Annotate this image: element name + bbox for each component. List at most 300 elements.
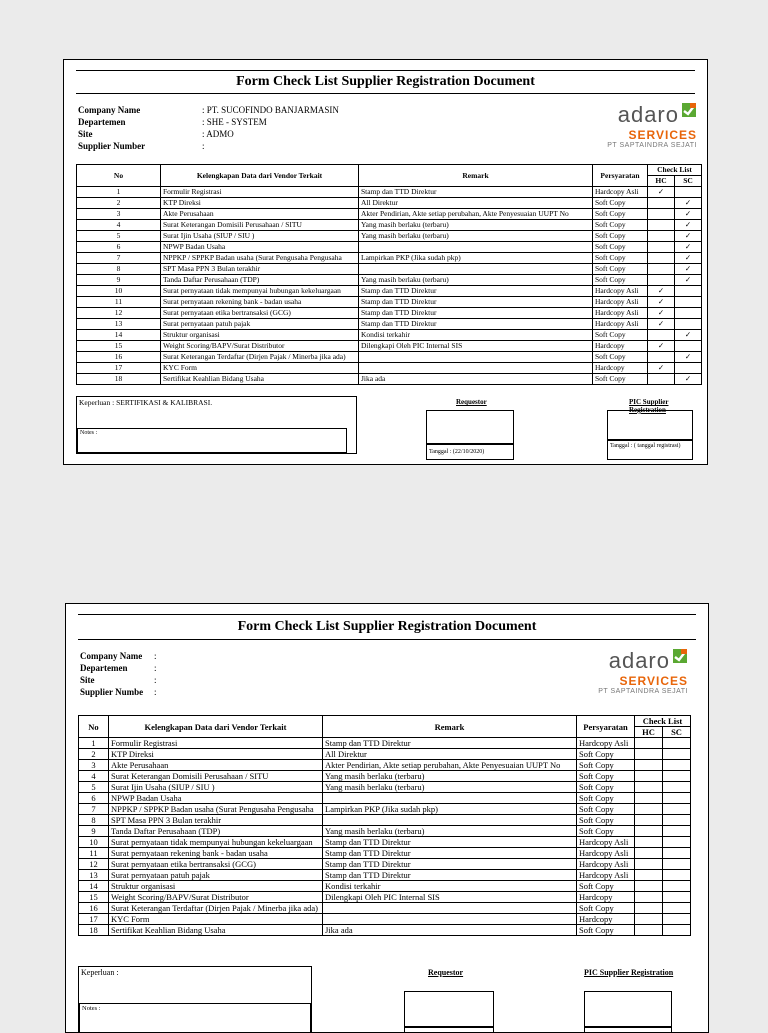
row-item: KYC Form: [161, 363, 359, 374]
row-number: 4: [79, 771, 109, 782]
col-no: No: [77, 165, 161, 187]
row-requirement: Hardcopy Asli: [593, 286, 648, 297]
table-row: [77, 220, 702, 231]
row-number: 10: [77, 286, 161, 297]
row-hc-check[interactable]: [648, 231, 675, 242]
supplier-number-label: Supplier Numbe: [80, 687, 144, 697]
row-requirement: Hardcopy: [593, 363, 648, 374]
row-item: Surat pernyataan patuh pajak: [109, 870, 323, 881]
row-number: 3: [79, 760, 109, 771]
table-row: [79, 914, 691, 925]
row-remark: All Direktur: [359, 198, 593, 209]
row-item: NPPKP / SPPKP Badan usaha (Surat Pengusaha Pengusaha: [109, 804, 323, 815]
company-name-value: :: [154, 651, 157, 661]
pic-date-box: [584, 1027, 672, 1033]
col-sc: SC: [675, 176, 702, 187]
row-requirement: Soft Copy: [577, 782, 635, 793]
row-number: 5: [79, 782, 109, 793]
requestor-date-box: [404, 1027, 494, 1033]
row-sc-check[interactable]: ✓: [675, 330, 702, 341]
row-number: 9: [77, 275, 161, 286]
row-number: 3: [77, 209, 161, 220]
row-item: Surat pernyataan patuh pajak: [161, 319, 359, 330]
row-remark: [323, 815, 577, 826]
row-requirement: Hardcopy Asli: [577, 848, 635, 859]
row-item: Sertifikat Keahlian Bidang Usaha: [161, 374, 359, 385]
row-hc-check[interactable]: [635, 771, 663, 782]
col-no: No: [79, 716, 109, 738]
row-number: 17: [79, 914, 109, 925]
row-requirement: Hardcopy: [577, 892, 635, 903]
site-label: Site: [78, 129, 93, 139]
table-row: [79, 738, 691, 749]
table-row: [79, 892, 691, 903]
table-row: [79, 870, 691, 881]
row-sc-check[interactable]: ✓: [675, 231, 702, 242]
row-remark: Kondisi terkahir: [323, 881, 577, 892]
row-sc-check[interactable]: [663, 848, 691, 859]
row-remark: [359, 264, 593, 275]
row-requirement: Soft Copy: [577, 793, 635, 804]
col-kelengkapan: Kelengkapan Data dari Vendor Terkait: [161, 165, 359, 187]
row-number: 8: [77, 264, 161, 275]
department-value: : SHE - SYSTEM: [202, 117, 267, 127]
row-remark: Akter Pendirian, Akte setiap perubahan, Akte Penyesuaian UUPT No: [323, 760, 577, 771]
row-hc-check[interactable]: ✓: [648, 187, 675, 198]
row-sc-check[interactable]: ✓: [675, 242, 702, 253]
keperluan-box: [76, 396, 357, 454]
site-value: : ADMO: [202, 129, 234, 139]
row-sc-check[interactable]: [675, 297, 702, 308]
row-requirement: Soft Copy: [577, 771, 635, 782]
row-remark: Dilengkapi Oleh PIC Internal SIS: [359, 341, 593, 352]
adaro-logo: [598, 648, 688, 695]
row-number: 7: [79, 804, 109, 815]
row-sc-check[interactable]: [663, 859, 691, 870]
row-item: Surat Keterangan Terdaftar (Dirjen Pajak / Minerba jika ada): [161, 352, 359, 363]
row-hc-check[interactable]: [648, 220, 675, 231]
pic-label: PIC Supplier Registration: [629, 398, 669, 414]
row-number: 13: [77, 319, 161, 330]
row-remark: [359, 363, 593, 374]
logo-wordmark: adaro: [617, 102, 679, 127]
notes-box[interactable]: [77, 428, 347, 453]
row-remark: Stamp dan TTD Direktur: [359, 286, 593, 297]
row-hc-check[interactable]: [635, 804, 663, 815]
table-row: [77, 352, 702, 363]
row-number: 14: [79, 881, 109, 892]
row-requirement: Soft Copy: [577, 881, 635, 892]
row-hc-check[interactable]: [648, 253, 675, 264]
row-sc-check[interactable]: [663, 771, 691, 782]
supplier-number-label: Supplier Number: [78, 141, 146, 151]
table-row: [79, 837, 691, 848]
table-row: [79, 782, 691, 793]
row-hc-check[interactable]: [648, 330, 675, 341]
table-row: [79, 903, 691, 914]
row-item: Surat Keterangan Terdaftar (Dirjen Pajak / Minerba jika ada): [109, 903, 323, 914]
row-number: 15: [77, 341, 161, 352]
row-sc-check[interactable]: ✓: [675, 275, 702, 286]
row-remark: Jika ada: [359, 374, 593, 385]
pic-label: PIC Supplier Registration: [584, 968, 674, 977]
row-sc-check[interactable]: ✓: [675, 198, 702, 209]
row-hc-check[interactable]: [648, 242, 675, 253]
keperluan-box: [78, 966, 312, 1033]
row-number: 11: [79, 848, 109, 859]
row-sc-check[interactable]: [663, 738, 691, 749]
department-label: Departemen: [80, 663, 128, 673]
requestor-label: Requestor: [456, 398, 487, 406]
row-item: Surat pernyataan etika bertransaksi (GCG): [161, 308, 359, 319]
row-remark: [323, 903, 577, 914]
row-hc-check[interactable]: [635, 881, 663, 892]
row-item: Struktur organisasi: [161, 330, 359, 341]
logo-mark-icon: [672, 648, 688, 664]
row-requirement: Soft Copy: [593, 374, 648, 385]
row-remark: Yang masih berlaku (terbaru): [359, 231, 593, 242]
row-number: 1: [79, 738, 109, 749]
supplier-number-value: :: [202, 141, 205, 151]
checklist-table: [78, 715, 691, 936]
table-row: [79, 925, 691, 936]
notes-label: Notes :: [82, 1005, 101, 1012]
row-remark: Jika ada: [323, 925, 577, 936]
row-sc-check[interactable]: ✓: [675, 374, 702, 385]
keperluan-text: Keperluan :: [81, 968, 119, 977]
site-label: Site: [80, 675, 95, 685]
row-item: KTP Direksi: [109, 749, 323, 760]
row-requirement: Soft Copy: [577, 760, 635, 771]
row-sc-check[interactable]: [663, 749, 691, 760]
row-remark: Lampirkan PKP (Jika sudah pkp): [359, 253, 593, 264]
row-requirement: Hardcopy Asli: [577, 859, 635, 870]
requestor-signature-box[interactable]: [404, 991, 494, 1027]
row-item: Tanda Daftar Perusahaan (TDP): [109, 826, 323, 837]
row-hc-check[interactable]: ✓: [648, 286, 675, 297]
row-number: 6: [79, 793, 109, 804]
row-hc-check[interactable]: [648, 198, 675, 209]
row-hc-check[interactable]: [635, 793, 663, 804]
row-sc-check[interactable]: [663, 793, 691, 804]
row-sc-check[interactable]: ✓: [675, 209, 702, 220]
row-item: NPWP Badan Usaha: [161, 242, 359, 253]
row-hc-check[interactable]: [635, 815, 663, 826]
row-number: 6: [77, 242, 161, 253]
col-checklist: Check List: [648, 165, 702, 176]
table-row: [79, 793, 691, 804]
checklist-form-filled: [63, 59, 708, 465]
row-sc-check[interactable]: [663, 837, 691, 848]
row-sc-check[interactable]: [675, 363, 702, 374]
row-number: 7: [77, 253, 161, 264]
row-item: Surat Keterangan Domisili Perusahaan / SITU: [109, 771, 323, 782]
row-item: Akte Perusahaan: [109, 760, 323, 771]
col-persyaratan: Persyaratan: [593, 165, 648, 187]
row-number: 18: [79, 925, 109, 936]
row-hc-check[interactable]: [635, 848, 663, 859]
row-hc-check[interactable]: [635, 738, 663, 749]
table-row: [77, 275, 702, 286]
row-item: Surat Ijin Usaha (SIUP / SIU ): [161, 231, 359, 242]
row-requirement: Soft Copy: [593, 275, 648, 286]
table-row: [79, 804, 691, 815]
row-sc-check[interactable]: [663, 760, 691, 771]
row-requirement: Soft Copy: [593, 253, 648, 264]
table-row: [77, 253, 702, 264]
row-sc-check[interactable]: [675, 319, 702, 330]
table-row: [79, 760, 691, 771]
row-number: 4: [77, 220, 161, 231]
row-sc-check[interactable]: [663, 870, 691, 881]
row-sc-check[interactable]: ✓: [675, 220, 702, 231]
row-sc-check[interactable]: ✓: [675, 264, 702, 275]
row-number: 14: [77, 330, 161, 341]
table-row: [77, 209, 702, 220]
pic-date: Tanggal : ( tanggal registrasi): [607, 440, 693, 460]
row-hc-check[interactable]: ✓: [648, 297, 675, 308]
row-requirement: Soft Copy: [577, 925, 635, 936]
row-item: KTP Direksi: [161, 198, 359, 209]
row-hc-check[interactable]: [635, 837, 663, 848]
row-remark: Yang masih berlaku (terbaru): [323, 826, 577, 837]
row-item: Tanda Daftar Perusahaan (TDP): [161, 275, 359, 286]
logo-services: SERVICES: [619, 674, 688, 688]
table-row: [77, 242, 702, 253]
row-remark: [323, 793, 577, 804]
table-row: [77, 231, 702, 242]
row-item: SPT Masa PPN 3 Bulan terakhir: [109, 815, 323, 826]
col-persyaratan: Persyaratan: [577, 716, 635, 738]
row-number: 11: [77, 297, 161, 308]
row-hc-check[interactable]: [648, 275, 675, 286]
row-hc-check[interactable]: ✓: [648, 319, 675, 330]
row-hc-check[interactable]: [635, 760, 663, 771]
row-number: 17: [77, 363, 161, 374]
notes-box[interactable]: [79, 1003, 311, 1033]
row-item: Surat pernyataan rekening bank - badan usaha: [161, 297, 359, 308]
department-label: Departemen: [78, 117, 126, 127]
table-row: [79, 881, 691, 892]
row-requirement: Hardcopy Asli: [593, 187, 648, 198]
row-remark: Stamp dan TTD Direktur: [359, 308, 593, 319]
table-row: [79, 859, 691, 870]
logo-mark-icon: [681, 102, 697, 118]
row-requirement: Hardcopy Asli: [577, 870, 635, 881]
row-remark: Dilengkapi Oleh PIC Internal SIS: [323, 892, 577, 903]
col-hc: HC: [635, 727, 663, 738]
table-row: [77, 330, 702, 341]
row-number: 2: [79, 749, 109, 760]
checklist-table: [76, 164, 702, 385]
row-requirement: Soft Copy: [577, 804, 635, 815]
row-requirement: Hardcopy Asli: [593, 308, 648, 319]
row-item: Formulir Registrasi: [109, 738, 323, 749]
row-remark: [359, 242, 593, 253]
row-hc-check[interactable]: [635, 859, 663, 870]
company-name-label: Company Name: [80, 651, 143, 661]
company-name-label: Company Name: [78, 105, 141, 115]
row-remark: Stamp dan TTD Direktur: [359, 297, 593, 308]
table-row: [77, 341, 702, 352]
row-item: Surat pernyataan tidak mempunyai hubungan kekeluargaan: [109, 837, 323, 848]
row-remark: Stamp dan TTD Direktur: [323, 837, 577, 848]
row-number: 13: [79, 870, 109, 881]
row-item: Weight Scoring/BAPV/Surat Distributor: [161, 341, 359, 352]
row-remark: Lampirkan PKP (Jika sudah pkp): [323, 804, 577, 815]
row-item: NPWP Badan Usaha: [109, 793, 323, 804]
row-remark: Stamp dan TTD Direktur: [359, 319, 593, 330]
table-row: [77, 286, 702, 297]
table-row: [79, 749, 691, 760]
row-remark: Stamp dan TTD Direktur: [359, 187, 593, 198]
row-number: 1: [77, 187, 161, 198]
notes-label: Notes :: [80, 430, 98, 436]
row-requirement: Soft Copy: [593, 242, 648, 253]
row-number: 9: [79, 826, 109, 837]
row-requirement: Soft Copy: [577, 815, 635, 826]
row-item: Surat Keterangan Domisili Perusahaan / SITU: [161, 220, 359, 231]
row-requirement: Soft Copy: [593, 352, 648, 363]
supplier-number-value: :: [154, 687, 157, 697]
row-hc-check[interactable]: [648, 374, 675, 385]
row-sc-check[interactable]: [663, 903, 691, 914]
row-requirement: Hardcopy: [593, 341, 648, 352]
row-number: 18: [77, 374, 161, 385]
row-number: 12: [77, 308, 161, 319]
row-requirement: Soft Copy: [593, 209, 648, 220]
col-kelengkapan: Kelengkapan Data dari Vendor Terkait: [109, 716, 323, 738]
row-item: Weight Scoring/BAPV/Surat Distributor: [109, 892, 323, 903]
row-sc-check[interactable]: [663, 925, 691, 936]
department-value: :: [154, 663, 157, 673]
row-remark: [359, 352, 593, 363]
row-number: 10: [79, 837, 109, 848]
logo-services: SERVICES: [628, 128, 697, 142]
row-sc-check[interactable]: ✓: [675, 352, 702, 363]
row-sc-check[interactable]: [675, 308, 702, 319]
row-item: SPT Masa PPN 3 Bulan terakhir: [161, 264, 359, 275]
row-number: 12: [79, 859, 109, 870]
row-remark: Yang masih berlaku (terbaru): [323, 782, 577, 793]
row-requirement: Soft Copy: [577, 903, 635, 914]
row-requirement: Soft Copy: [577, 749, 635, 760]
row-item: NPPKP / SPPKP Badan usaha (Surat Pengusaha Pengusaha: [161, 253, 359, 264]
row-item: Surat pernyataan etika bertransaksi (GCG): [109, 859, 323, 870]
logo-wordmark: adaro: [608, 648, 670, 673]
row-remark: [323, 914, 577, 925]
row-hc-check[interactable]: ✓: [648, 363, 675, 374]
row-sc-check[interactable]: [663, 804, 691, 815]
row-requirement: Hardcopy Asli: [577, 738, 635, 749]
pic-signature-box[interactable]: [607, 410, 693, 440]
row-hc-check[interactable]: [635, 892, 663, 903]
row-item: Akte Perusahaan: [161, 209, 359, 220]
row-remark: Yang masih berlaku (terbaru): [323, 771, 577, 782]
col-remark: Remark: [359, 165, 593, 187]
row-number: 8: [79, 815, 109, 826]
requestor-date: Tanggal : (22/10/2020): [426, 444, 514, 460]
keperluan-text: Keperluan : SERTIFIKASI & KALIBRASI.: [79, 398, 213, 407]
pic-signature-box[interactable]: [584, 991, 672, 1027]
table-row: [77, 198, 702, 209]
checklist-form-blank: [65, 603, 709, 1033]
row-sc-check[interactable]: [675, 286, 702, 297]
row-number: 16: [79, 903, 109, 914]
form-title: Form Check List Supplier Registration Document: [78, 614, 696, 640]
row-hc-check[interactable]: [635, 925, 663, 936]
row-hc-check[interactable]: [648, 209, 675, 220]
form-title: Form Check List Supplier Registration Document: [76, 70, 695, 94]
row-requirement: Soft Copy: [577, 826, 635, 837]
row-hc-check[interactable]: [635, 826, 663, 837]
row-requirement: Soft Copy: [593, 264, 648, 275]
row-hc-check[interactable]: ✓: [648, 341, 675, 352]
row-item: Surat pernyataan rekening bank - badan usaha: [109, 848, 323, 859]
row-hc-check[interactable]: [635, 903, 663, 914]
row-sc-check[interactable]: [663, 914, 691, 925]
row-sc-check[interactable]: [663, 881, 691, 892]
col-sc: SC: [663, 727, 691, 738]
row-sc-check[interactable]: [663, 815, 691, 826]
row-hc-check[interactable]: [635, 749, 663, 760]
row-remark: Stamp dan TTD Direktur: [323, 738, 577, 749]
row-remark: All Direktur: [323, 749, 577, 760]
row-remark: Yang masih berlaku (terbaru): [359, 220, 593, 231]
site-value: :: [154, 675, 157, 685]
row-sc-check[interactable]: [675, 341, 702, 352]
row-number: 15: [79, 892, 109, 903]
table-row: [77, 374, 702, 385]
row-item: Surat Ijin Usaha (SIUP / SIU ): [109, 782, 323, 793]
row-item: KYC Form: [109, 914, 323, 925]
col-checklist: Check List: [635, 716, 691, 727]
table-row: [77, 308, 702, 319]
row-sc-check[interactable]: [663, 826, 691, 837]
row-requirement: Hardcopy Asli: [593, 319, 648, 330]
row-number: 2: [77, 198, 161, 209]
table-row: [79, 815, 691, 826]
row-sc-check[interactable]: [663, 782, 691, 793]
logo-company: PT SAPTAINDRA SEJATI: [607, 142, 697, 149]
row-hc-check[interactable]: ✓: [648, 308, 675, 319]
table-row: [77, 363, 702, 374]
table-row: [77, 264, 702, 275]
row-remark: Akter Pendirian, Akte setiap perubahan, Akte Penyesuaian UUPT No: [359, 209, 593, 220]
row-sc-check[interactable]: ✓: [675, 253, 702, 264]
requestor-label: Requestor: [428, 968, 464, 977]
row-sc-check[interactable]: [675, 187, 702, 198]
row-requirement: Soft Copy: [593, 198, 648, 209]
row-hc-check[interactable]: [635, 870, 663, 881]
row-hc-check[interactable]: [635, 782, 663, 793]
adaro-logo: [607, 102, 697, 149]
row-requirement: Hardcopy Asli: [593, 297, 648, 308]
row-requirement: Hardcopy: [577, 914, 635, 925]
row-remark: Stamp dan TTD Direktur: [323, 870, 577, 881]
table-row: [77, 297, 702, 308]
row-remark: Yang masih berlaku (terbaru): [359, 275, 593, 286]
row-requirement: Soft Copy: [593, 330, 648, 341]
row-hc-check[interactable]: [635, 914, 663, 925]
row-hc-check[interactable]: [648, 264, 675, 275]
row-hc-check[interactable]: [648, 352, 675, 363]
table-row: [77, 187, 702, 198]
row-remark: Stamp dan TTD Direktur: [323, 848, 577, 859]
row-sc-check[interactable]: [663, 892, 691, 903]
requestor-signature-box[interactable]: [426, 410, 514, 444]
row-remark: Kondisi terkahir: [359, 330, 593, 341]
